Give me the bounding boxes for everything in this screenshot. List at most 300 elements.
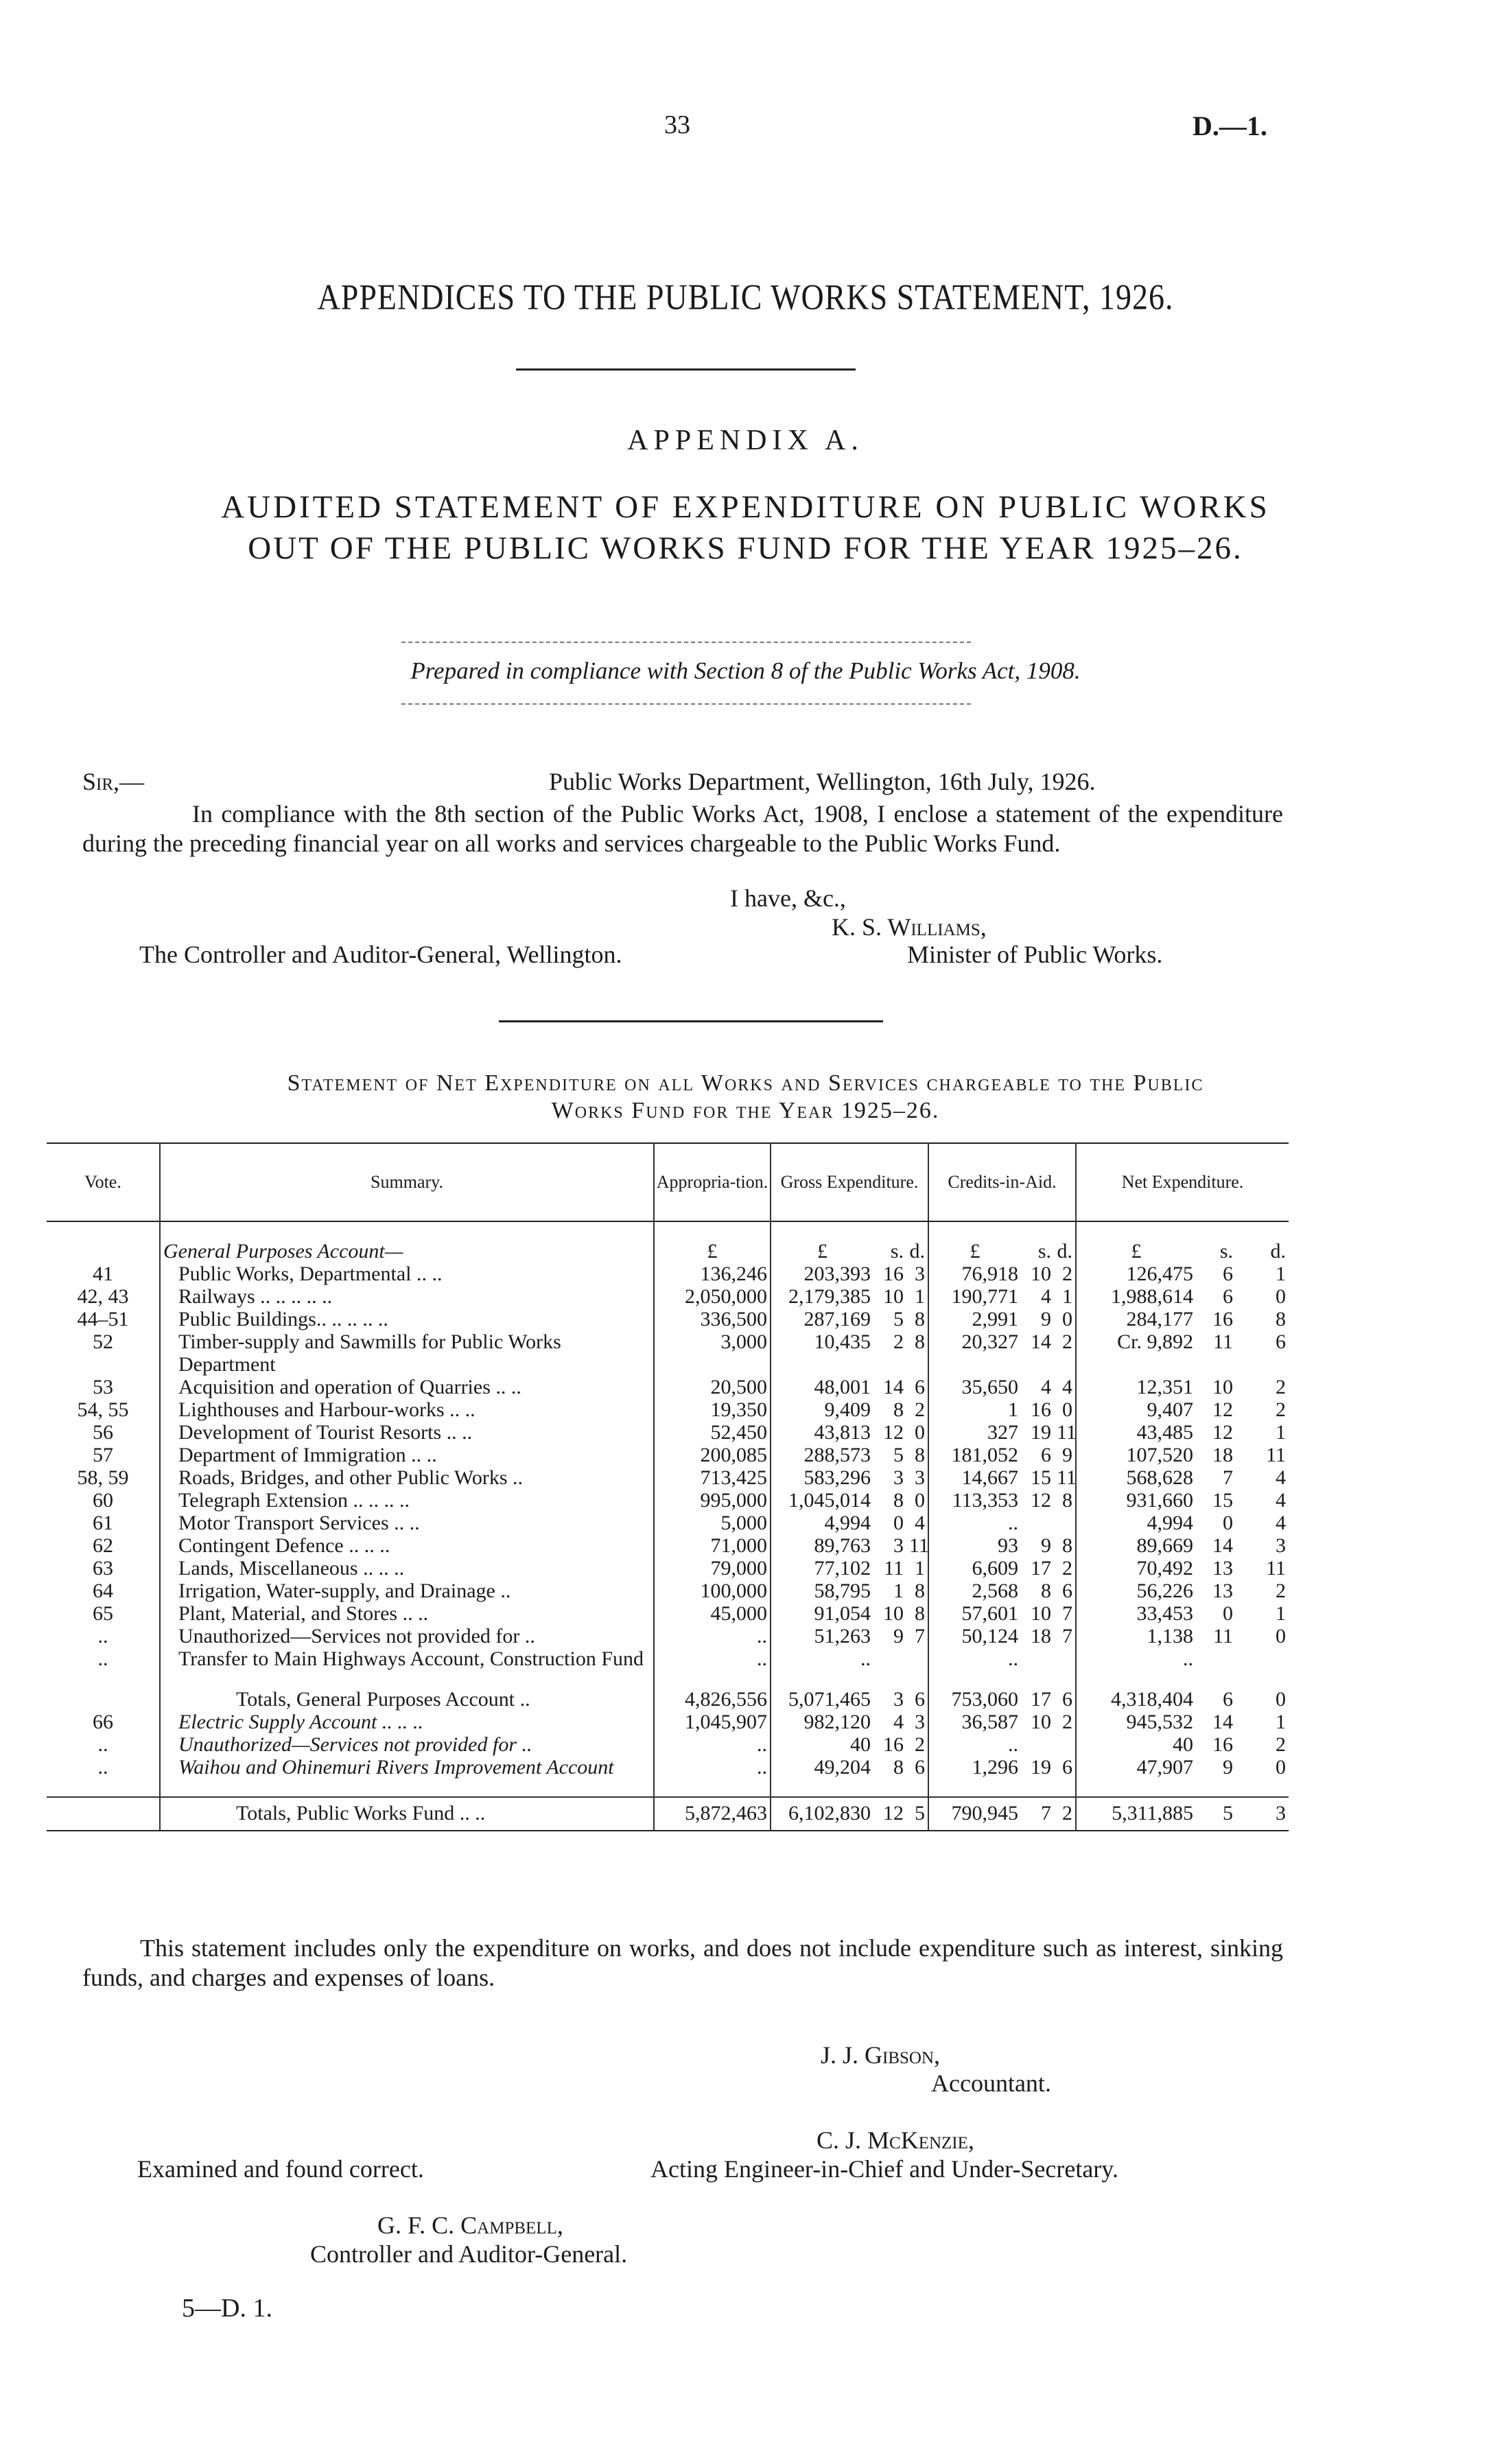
gross-shillings: 16 [883,1733,904,1756]
divider-dashed-bottom [401,703,971,705]
gross-shillings: 5 [893,1444,904,1466]
summary-cell: Lands, Miscellaneous .. .. .. [160,1557,654,1580]
net-pounds: 56,226 [1136,1580,1194,1602]
vote-cell: 66 [47,1711,160,1733]
unit-label: £ [654,1240,771,1263]
appropriation-cell: 100,000 [654,1580,771,1602]
appropriation-cell: .. [654,1625,771,1647]
net-shillings: 6 [1223,1263,1234,1285]
appropriation-cell: 1,045,907 [654,1711,771,1733]
table-row [47,1512,1289,1534]
unit-label: d. [1054,1240,1076,1263]
vote-cell: .. [47,1625,160,1647]
credits-shillings [1021,1512,1054,1534]
footnote: This statement includes only the expenditure on works, and does not include expenditure such as interest, sinking funds, and charges and expenses of loans. [82,1934,1283,1991]
section-row [47,1240,1289,1263]
gross-pence: 2 [906,1398,928,1421]
gross-shillings: 8 [893,1398,904,1421]
net-pounds: 931,660 [1126,1489,1194,1512]
summary-cell: Unauthorized—Services not provided for .. [160,1625,654,1647]
gross-pence: 8 [906,1308,928,1330]
credits-shillings: 4 [1041,1285,1051,1308]
section-label: General Purposes Account— [160,1240,654,1263]
credits-pence: 2 [1054,1263,1076,1285]
gross-pence: 8 [906,1330,928,1376]
gross-pence: 1 [906,1285,928,1308]
net-pounds: 43,485 [1136,1421,1194,1444]
unit-label: £ [1131,1240,1142,1263]
accountant-title: Accountant. [931,2069,1051,2097]
net-shillings: 6 [1223,1285,1234,1308]
credits-pounds: 6,609 [972,1557,1018,1580]
header-appropriation: Appropria-tion. [654,1143,771,1221]
net-shillings: 16 [1212,1308,1234,1330]
credits-shillings: 6 [1041,1444,1051,1466]
net-pounds: 70,492 [1136,1557,1194,1580]
gross-pence: 3 [906,1263,928,1285]
summary-cell: Unauthorized—Services not provided for .. [160,1733,654,1756]
net-shillings: 11 [1213,1330,1234,1353]
letter-signatory: K. S. Williams, [832,913,987,941]
vote-cell: 56 [47,1421,160,1444]
table-row [47,1489,1289,1512]
summary-cell: Waihou and Ohinemuri Rivers Improvement Account [160,1756,654,1779]
gross-shillings: 4 [893,1711,904,1733]
net-pounds: 568,628 [1126,1466,1194,1489]
credits-pence: 9 [1054,1444,1076,1466]
vote-cell: 60 [47,1489,160,1512]
letter-signatory-title: Minister of Public Works. [907,941,1163,968]
summary-cell: Roads, Bridges, and other Public Works .. [160,1466,654,1489]
credits-pounds: 113,353 [952,1489,1018,1512]
net-shillings: 10 [1212,1376,1234,1398]
table-row [47,1285,1289,1308]
net-pence: 11 [1266,1557,1287,1580]
auditor-title: Controller and Auditor-General. [310,2240,628,2268]
net-shillings: 13 [1212,1557,1234,1580]
appropriation-cell: 713,425 [654,1466,771,1489]
net-shillings: 14 [1212,1711,1234,1733]
net-pence: 1 [1276,1602,1287,1625]
gross-shillings: 1 [893,1580,904,1602]
summary-cell: Plant, Material, and Stores .. .. [160,1602,654,1625]
credits-pounds: 327 [987,1421,1018,1444]
credits-pence: 7 [1054,1625,1076,1647]
net-shillings: 12 [1212,1398,1234,1421]
gross-pence: 8 [906,1444,928,1466]
gross-shillings: 8 [893,1489,904,1512]
credits-pounds: .. [1008,1647,1018,1670]
engineer-name: C. J. McKenzie, [817,2126,974,2154]
credits-pounds: 20,327 [961,1330,1018,1353]
table-row [47,1263,1289,1285]
credits-pence [1054,1733,1076,1756]
vote-cell [47,1688,160,1711]
letter-addressee: The Controller and Auditor-General, Wellington. [139,941,622,968]
credits-pounds: 35,650 [961,1376,1018,1398]
gross-pence: 8 [906,1580,928,1602]
summary-cell: Totals, Public Works Fund .. .. [160,1797,654,1831]
net-pence: 4 [1276,1466,1287,1489]
gross-pence: 8 [906,1602,928,1625]
net-shillings: 7 [1223,1466,1234,1489]
credits-shillings: 10 [1031,1711,1051,1733]
accountant-name: J. J. Gibson, [821,2041,941,2069]
gross-pounds: 9,409 [824,1398,871,1421]
summary-cell: Motor Transport Services .. .. [160,1512,654,1534]
net-pounds: .. [1183,1647,1194,1670]
gross-shillings: 0 [893,1512,904,1534]
credits-pence: 0 [1054,1308,1076,1330]
gross-pence: 2 [906,1733,928,1756]
credits-shillings: 18 [1031,1625,1051,1647]
appropriation-cell: 5,000 [654,1512,771,1534]
table-row [47,1557,1289,1580]
appropriation-cell: .. [654,1647,771,1670]
unit-label: s. [1219,1240,1234,1263]
gross-shillings: 2 [893,1330,904,1353]
gross-pounds: 51,263 [814,1625,871,1647]
summary-cell: Lighthouses and Harbour-works .. .. [160,1398,654,1421]
net-shillings [1196,1647,1236,1670]
net-pounds: 1,988,614 [1111,1285,1194,1308]
gross-pence: 6 [906,1688,928,1711]
net-pounds: 945,532 [1126,1711,1194,1733]
document-reference: D.—1. [1193,110,1267,141]
gross-pence: 5 [906,1797,928,1831]
net-pounds: 4,994 [1147,1512,1194,1534]
prepared-note: Prepared in compliance with Section 8 of the Public Works Act, 1908. [410,657,1081,684]
header-summary: Summary. [160,1143,654,1221]
credits-shillings: 19 [1031,1421,1051,1444]
credits-pence: 7 [1054,1602,1076,1625]
net-pence: 0 [1276,1688,1287,1711]
gross-pounds: 77,102 [814,1557,871,1580]
table-row [47,1308,1289,1330]
credits-pounds: 36,587 [961,1711,1018,1733]
letter-place-date: Public Works Department, Wellington, 16th July, 1926. [549,768,1096,795]
totals-fund-row [47,1797,1289,1831]
auditor-name: G. F. C. Campbell, [377,2211,563,2239]
table-row [47,1534,1289,1557]
gross-pounds: 6,102,830 [771,1797,873,1831]
credits-pence [1054,1512,1076,1534]
net-pounds: 33,453 [1136,1602,1194,1625]
gross-pounds: 583,296 [803,1466,871,1489]
vote-cell: 42, 43 [47,1285,160,1308]
appropriation-cell: 45,000 [654,1602,771,1625]
credits-shillings: 17 [1031,1688,1051,1711]
appropriation-cell: 20,500 [654,1376,771,1398]
table-row [47,1580,1289,1602]
credits-pounds: 2,991 [972,1308,1018,1330]
gross-pence: 0 [906,1421,928,1444]
gross-pence: 6 [906,1756,928,1779]
net-pounds: 284,177 [1126,1308,1194,1330]
table-row [47,1444,1289,1466]
summary-cell: Public Works, Departmental .. .. [160,1263,654,1285]
net-pence: 2 [1276,1398,1287,1421]
table-row [47,1733,1289,1756]
net-pence: 0 [1276,1756,1287,1779]
gross-pounds: 4,994 [824,1512,871,1534]
gross-pence: 3 [906,1711,928,1733]
gross-pence: 4 [906,1512,928,1534]
title-divider [516,368,856,371]
gross-pounds: 43,813 [814,1421,871,1444]
net-pence: 8 [1276,1308,1287,1330]
appropriation-cell: 200,085 [654,1444,771,1466]
vote-cell: 44–51 [47,1308,160,1330]
net-shillings: 11 [1213,1625,1234,1647]
credits-pence: 2 [1054,1711,1076,1733]
appropriation-cell: 71,000 [654,1534,771,1557]
gross-pounds: 91,054 [814,1602,871,1625]
credits-pounds: 14,667 [961,1466,1018,1489]
appropriation-cell: 136,246 [654,1263,771,1285]
statement-heading-line-2: OUT OF THE PUBLIC WORKS FUND FOR THE YEAR 1925–26. [248,530,1243,566]
credits-pence: 1 [1054,1285,1076,1308]
net-shillings: 16 [1212,1733,1234,1756]
net-pounds: 5,311,885 [1076,1797,1196,1831]
gross-pence: 0 [906,1489,928,1512]
header-net-expenditure: Net Expenditure. [1076,1143,1289,1221]
net-pounds: 107,520 [1126,1444,1194,1466]
credits-pence: 6 [1054,1756,1076,1779]
header-credits-in-aid: Credits-in-Aid. [928,1143,1076,1221]
gross-pounds: 58,795 [814,1580,871,1602]
net-pounds: 89,669 [1136,1534,1194,1557]
appendix-label: APPENDIX A. [627,425,864,456]
net-pence: 11 [1266,1444,1287,1466]
net-shillings: 12 [1212,1421,1234,1444]
gross-pence: 7 [906,1625,928,1647]
credits-pence: 8 [1054,1489,1076,1512]
summary-cell: Transfer to Main Highways Account, Construction Fund [160,1647,654,1670]
gross-pounds: 10,435 [814,1330,871,1353]
main-title: APPENDICES TO THE PUBLIC WORKS STATEMENT, 1926. [317,277,1174,317]
vote-cell: 62 [47,1534,160,1557]
gross-pounds: 1,045,014 [788,1489,871,1512]
vote-cell [47,1797,160,1831]
credits-shillings: 19 [1031,1756,1051,1779]
gross-shillings: 11 [884,1557,904,1580]
net-pounds: 9,407 [1147,1398,1194,1421]
credits-shillings: 15 [1031,1466,1051,1489]
letter-body: In compliance with the 8th section of the Public Works Act, 1908, I enclose a statement of the expenditure during the preceding financial year on all works and services chargeable to the Public Works Fund. [82,800,1283,857]
gross-pence [906,1647,928,1670]
gross-shillings: 12 [873,1797,906,1831]
net-pence: 2 [1276,1580,1287,1602]
header-gross-expenditure: Gross Expenditure. [771,1143,928,1221]
net-shillings: 9 [1223,1756,1234,1779]
net-shillings: 0 [1223,1512,1234,1534]
gross-shillings: 5 [893,1308,904,1330]
vote-cell: .. [47,1647,160,1670]
gross-pounds: 288,573 [803,1444,871,1466]
net-pence: 1 [1276,1263,1287,1285]
gross-shillings: 8 [893,1756,904,1779]
credits-shillings: 8 [1041,1580,1051,1602]
appropriation-cell: 3,000 [654,1330,771,1376]
table-row [47,1647,1289,1670]
credits-pence: 6 [1054,1580,1076,1602]
table-row [47,1398,1289,1421]
net-pounds: 1,138 [1147,1625,1194,1647]
summary-cell: Electric Supply Account .. .. .. [160,1711,654,1733]
credits-pence [1054,1647,1076,1670]
summary-cell: Irrigation, Water-supply, and Drainage .. [160,1580,654,1602]
credits-shillings: 16 [1031,1398,1051,1421]
credits-pence: 0 [1054,1398,1076,1421]
credits-pounds: 76,918 [961,1263,1018,1285]
vote-cell: 61 [47,1512,160,1534]
gross-pence: 1 [906,1557,928,1580]
net-pence: 2 [1276,1376,1287,1398]
credits-shillings: 10 [1031,1602,1051,1625]
appropriation-cell: 4,826,556 [654,1688,771,1711]
net-pence: 2 [1276,1733,1287,1756]
unit-label: d. [1270,1240,1287,1263]
appropriation-cell: 995,000 [654,1489,771,1512]
summary-cell: Telegraph Extension .. .. .. .. [160,1489,654,1512]
summary-cell: Development of Tourist Resorts .. .. [160,1421,654,1444]
gross-shillings: 3 [893,1534,904,1557]
gross-pence: 11 [906,1534,928,1557]
credits-pence: 11 [1054,1421,1076,1444]
credits-pounds: 1 [1008,1398,1018,1421]
net-pounds: 47,907 [1136,1756,1194,1779]
engineer-title: Acting Engineer-in-Chief and Under-Secretary. [650,2155,1118,2183]
letter-divider [499,1020,883,1022]
net-pence: 0 [1276,1625,1287,1647]
net-shillings: 6 [1223,1688,1234,1711]
appropriation-cell: 5,872,463 [654,1797,771,1831]
summary-cell: Contingent Defence .. .. .. [160,1534,654,1557]
gross-pounds: 48,001 [814,1376,871,1398]
unit-label: £ [970,1240,981,1263]
credits-pounds: 50,124 [961,1625,1018,1647]
gross-pounds: 287,169 [803,1308,871,1330]
appropriation-cell: 52,450 [654,1421,771,1444]
gross-shillings [873,1647,906,1670]
credits-shillings: 17 [1031,1557,1051,1580]
statement-title-line-2: Works Fund for the Year 1925–26. [551,1098,940,1123]
table-row [47,1756,1289,1779]
net-shillings: 0 [1223,1602,1234,1625]
gross-pounds: 5,071,465 [788,1688,871,1711]
credits-pounds: 93 [998,1534,1018,1557]
credits-shillings: 12 [1031,1489,1051,1512]
credits-shillings: 14 [1031,1330,1051,1353]
header-vote: Vote. [47,1143,160,1221]
credits-shillings [1021,1733,1054,1756]
net-pence: 1 [1276,1421,1287,1444]
credits-pounds: 57,601 [961,1602,1018,1625]
vote-cell: 57 [47,1444,160,1466]
credits-shillings: 9 [1041,1534,1051,1557]
vote-cell: 58, 59 [47,1466,160,1489]
vote-cell: .. [47,1733,160,1756]
appropriation-cell: .. [654,1733,771,1756]
gross-pounds: 203,393 [803,1263,871,1285]
table-row [47,1625,1289,1647]
credits-pounds: 1,296 [972,1756,1018,1779]
summary-cell: Acquisition and operation of Quarries .. .. [160,1376,654,1398]
statement-title-line-1: Statement of Net Expenditure on all Works and Services chargeable to the Public [287,1070,1204,1096]
gross-pounds: 982,120 [803,1711,871,1733]
unit-label: s. [890,1240,904,1263]
credits-shillings: 7 [1021,1797,1054,1831]
table-row [47,1376,1289,1398]
table-row [47,1421,1289,1444]
page-number: 33 [664,110,690,139]
credits-pounds: .. [1008,1733,1018,1756]
summary-cell: Railways .. .. .. .. .. [160,1285,654,1308]
letter-closing: I have, &c., [730,884,846,912]
unit-label: s. [1037,1240,1051,1263]
appropriation-cell: 79,000 [654,1557,771,1580]
vote-cell: .. [47,1756,160,1779]
gross-pounds: .. [860,1647,871,1670]
table-header-row [47,1143,1289,1221]
vote-cell: 41 [47,1263,160,1285]
net-pounds: 126,475 [1126,1263,1194,1285]
credits-pence: 6 [1054,1688,1076,1711]
gross-pounds: 49,204 [814,1756,871,1779]
net-pence: 3 [1236,1797,1289,1831]
net-shillings: 13 [1212,1580,1234,1602]
net-pence: 4 [1276,1489,1287,1512]
table-row [47,1602,1289,1625]
credits-pence: 2 [1054,1797,1076,1831]
credits-pounds: 181,052 [951,1444,1018,1466]
credits-pence: 11 [1054,1466,1076,1489]
table-row [47,1711,1289,1733]
vote-cell: 63 [47,1557,160,1580]
credits-pence: 2 [1054,1557,1076,1580]
net-pounds: 40 [1173,1733,1194,1756]
gross-shillings: 10 [883,1285,904,1308]
table-row [47,1330,1289,1376]
credits-pounds: 790,945 [928,1797,1021,1831]
appropriation-cell: .. [654,1756,771,1779]
net-pence: 3 [1276,1534,1287,1557]
totals-general-row [47,1688,1289,1711]
gross-shillings: 14 [883,1376,904,1398]
vote-cell: 52 [47,1330,160,1376]
gross-shillings: 3 [893,1466,904,1489]
net-shillings: 5 [1196,1797,1236,1831]
statement-heading-line-1: AUDITED STATEMENT OF EXPENDITURE ON PUBLIC WORKS [221,489,1270,525]
letter-salutation: Sir,— [82,768,145,795]
net-shillings: 14 [1212,1534,1234,1557]
vote-cell: 64 [47,1580,160,1602]
credits-pence: 8 [1054,1534,1076,1557]
summary-cell: Totals, General Purposes Account .. [160,1688,654,1711]
net-pence: 6 [1276,1330,1287,1353]
credits-pounds: 2,568 [972,1580,1018,1602]
footer-reference: 5—D. 1. [182,2294,272,2323]
net-pence: 4 [1276,1512,1287,1534]
net-shillings: 15 [1212,1489,1234,1512]
summary-cell: Public Buildings.. .. .. .. .. [160,1308,654,1330]
summary-cell: Timber-supply and Sawmills for Public Works Department [160,1330,654,1376]
gross-pounds: 89,763 [814,1534,871,1557]
net-pence: 0 [1276,1285,1287,1308]
table-row [47,1466,1289,1489]
examined-note: Examined and found correct. [137,2155,424,2183]
